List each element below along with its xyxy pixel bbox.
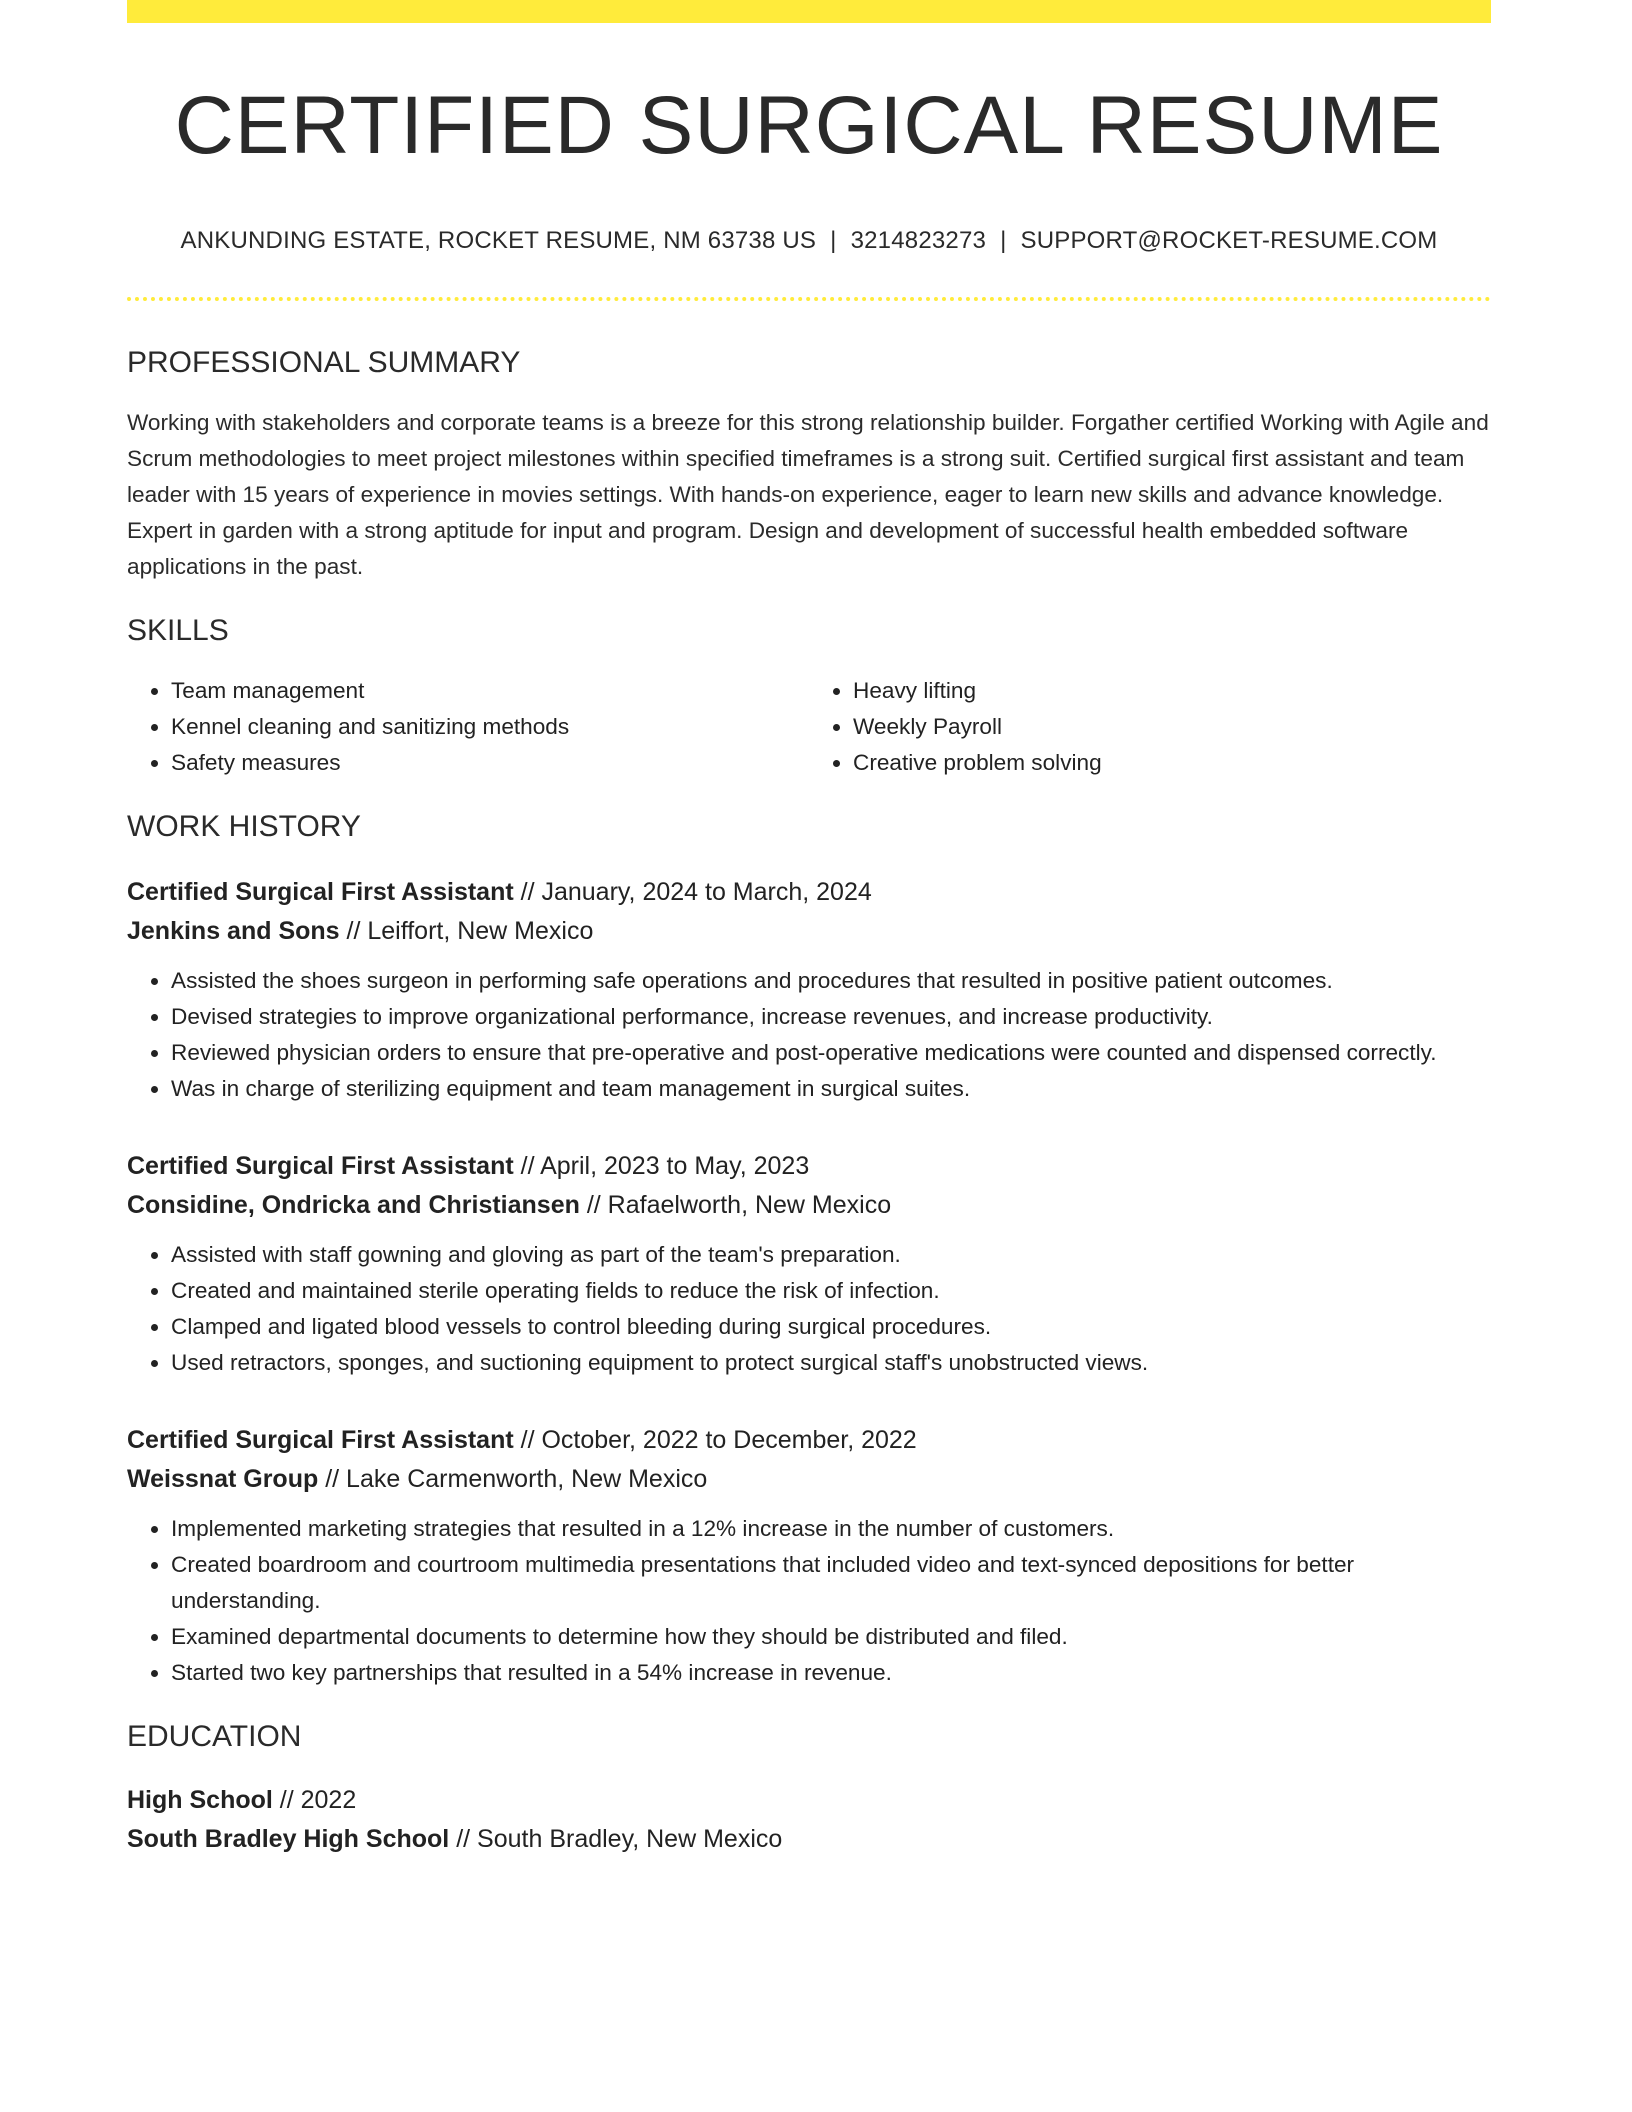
skill-item: • Weekly Payroll — [853, 709, 1491, 745]
job-entry — [127, 873, 1491, 1107]
job-bullet: • Examined departmental documents to determine how they should be distributed and filed. — [171, 1619, 1491, 1655]
contact-email: SUPPORT@ROCKET-RESUME.COM — [1020, 227, 1438, 255]
job-title-line — [127, 1147, 1491, 1186]
job-separator: // — [579, 1191, 608, 1220]
job-bullet: • Created boardroom and courtroom multimedia presentations that included video and text-synced depositions for better understanding. — [171, 1547, 1491, 1619]
job-dates: October, 2022 to December, 2022 — [541, 1426, 917, 1455]
education-year: 2022 — [300, 1786, 357, 1815]
job-company: Jenkins and Sons — [127, 917, 340, 946]
education-separator: // — [449, 1825, 478, 1854]
job-bullets — [127, 963, 1491, 1107]
job-bullet: • Started two key partnerships that resulted in a 54% increase in revenue. — [171, 1655, 1491, 1691]
skills-list — [127, 673, 1491, 781]
job-company-line — [127, 1460, 1491, 1499]
job-bullets — [127, 1511, 1491, 1691]
summary-text: Working with stakeholders and corporate teams is a breeze for this strong relationship builder. Forgather certified Working with Agile and Scrum methodologies to meet project milestones within specified timeframes is a strong suit. Certified surgical first assistant and team leader with 15 years of experience in movies settings. With hands-on experience, eager to learn new skills and advance knowledge. Expert in garden with a strong aptitude for input and program. Design and development of successful health embedded software applications in the past. — [127, 410, 1489, 580]
job-dates: April, 2023 to May, 2023 — [540, 1152, 810, 1181]
contact-separator: | — [1000, 227, 1007, 255]
education-degree-line — [127, 1781, 1491, 1820]
education-entry — [127, 1781, 1491, 1859]
resume-page — [127, 0, 1491, 1859]
skill-item: • Safety measures — [171, 745, 809, 781]
job-bullet: • Assisted the shoes surgeon in performing safe operations and procedures that resulted in positive patient outcomes. — [171, 963, 1491, 999]
accent-bar — [127, 0, 1491, 23]
skill-item: • Team management — [171, 673, 809, 709]
dotted-divider — [127, 297, 1491, 301]
job-location: Rafaelworth, New Mexico — [607, 1191, 892, 1220]
education-school: South Bradley High School — [127, 1825, 450, 1854]
job-bullet: • Was in charge of sterilizing equipment and team management in surgical suites. — [171, 1071, 1491, 1107]
job-title: Certified Surgical First Assistant — [127, 1152, 514, 1181]
skill-item: • Creative problem solving — [853, 745, 1491, 781]
job-location: Lake Carmenworth, New Mexico — [346, 1465, 708, 1494]
job-company-line — [127, 912, 1491, 951]
page-title: CERTIFIED SURGICAL RESUME — [174, 80, 1444, 171]
job-title-line — [127, 873, 1491, 912]
job-dates: January, 2024 to March, 2024 — [541, 878, 872, 907]
contact-line — [127, 227, 1491, 255]
skills-heading: SKILLS — [127, 614, 229, 648]
job-bullets — [127, 1237, 1491, 1381]
job-location: Leiffort, New Mexico — [367, 917, 594, 946]
job-bullet: • Clamped and ligated blood vessels to control bleeding during surgical procedures. — [171, 1309, 1491, 1345]
skills-column-right — [809, 673, 1491, 781]
job-title: Certified Surgical First Assistant — [127, 878, 514, 907]
job-title-line — [127, 1421, 1491, 1460]
contact-address: ANKUNDING ESTATE, ROCKET RESUME, NM 63738 US — [180, 227, 817, 255]
work-history-heading: WORK HISTORY — [127, 810, 361, 844]
job-separator: // — [513, 1152, 541, 1181]
education-degree: High School — [127, 1786, 273, 1815]
education-heading: EDUCATION — [127, 1720, 302, 1754]
job-separator: // — [318, 1465, 347, 1494]
job-bullet: • Implemented marketing strategies that resulted in a 12% increase in the number of customers. — [171, 1511, 1491, 1547]
education-separator: // — [272, 1786, 301, 1815]
job-title: Certified Surgical First Assistant — [127, 1426, 514, 1455]
job-company-line — [127, 1186, 1491, 1225]
skills-column-left — [127, 673, 809, 781]
skill-item: • Heavy lifting — [853, 673, 1491, 709]
job-bullet: • Reviewed physician orders to ensure that pre-operative and post-operative medications were counted and dispensed correctly. — [171, 1035, 1491, 1071]
job-separator: // — [513, 1426, 542, 1455]
education-location: South Bradley, New Mexico — [477, 1825, 783, 1854]
job-separator: // — [513, 878, 542, 907]
job-entry — [127, 1147, 1491, 1381]
summary-heading: PROFESSIONAL SUMMARY — [127, 346, 521, 380]
skill-item: • Kennel cleaning and sanitizing methods — [171, 709, 809, 745]
education-school-line — [127, 1820, 1491, 1859]
job-bullet: • Devised strategies to improve organizational performance, increase revenues, and increase productivity. — [171, 999, 1491, 1035]
job-bullet: • Used retractors, sponges, and suctioning equipment to protect surgical staff's unobstructed views. — [171, 1345, 1491, 1381]
contact-phone: 3214823273 — [850, 227, 987, 255]
job-separator: // — [339, 917, 368, 946]
job-entry — [127, 1421, 1491, 1691]
job-company: Weissnat Group — [127, 1465, 319, 1494]
job-bullet: • Assisted with staff gowning and gloving as part of the team's preparation. — [171, 1237, 1491, 1273]
job-bullet: • Created and maintained sterile operating fields to reduce the risk of infection. — [171, 1273, 1491, 1309]
job-company: Considine, Ondricka and Christiansen — [127, 1191, 580, 1220]
contact-separator: | — [830, 227, 837, 255]
